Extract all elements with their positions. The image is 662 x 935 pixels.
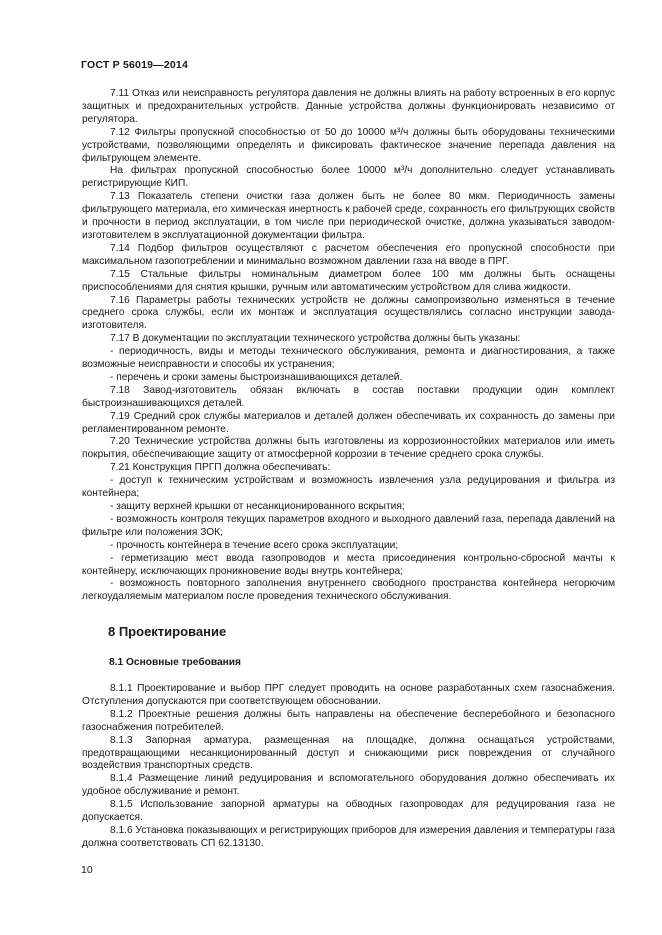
paragraph-7-14: 7.14 Подбор фильтров осуществляют с расчетом обеспечения его пропускной способности при максимальном газопотреблении и минимально возможном давлении газа на вводе в ПРГ. (82, 242, 615, 267)
paragraph-7-11: 7.11 Отказ или неисправность регулятора давления не должны влиять на работу встроенных в его корпус защитных и предохранительных устройств. Данные устройства должны функционировать независимо от регулятора. (82, 88, 615, 125)
paragraph-8-1-5: 8.1.5 Использование запорной арматуры на обводных газопроводах для редуцирования газа не допускается. (82, 799, 615, 824)
paragraph-8-1-1: 8.1.1 Проектирование и выбор ПРГ следует проводить на основе разработанных схем газоснабжения. Отступления допускаются при соответствующем обосновании. (82, 683, 615, 707)
paragraph-7-17: 7.17 В документации по эксплуатации технического устройства должны быть указаны: (110, 333, 521, 345)
paragraph-7-16: 7.16 Параметры работы технических устройств не должны самопроизвольно изменяться в течение среднего срока службы, если их монтаж и эксплуатация осуществлялись согласно инструкции завода-изготовителя. (82, 294, 615, 332)
paragraph-8-1-2: 8.1.2 Проектные решения должны быть направлены на обеспечение бесперебойного и безопасного газоснабжения потребителей. (82, 708, 615, 733)
paragraph-7-19: 7.19 Средний срок службы материалов и деталей должен обеспечивать их сохранность до замены при регламентированном ремонте. (82, 410, 615, 435)
section-8-1-text (82, 683, 615, 851)
paragraph-7-13: 7.13 Показатель степени очистки газа должен быть не более 80 мкм. Периодичность замены фильтрующего материала, его химическая инертность к рабочей среде, сохранность его фильтрующих свойств и прочности в период эксплуатации, в том числе при периодической очистке, должна указываться заводом-изготовителем в эксплуатационной документации фильтра. (82, 191, 615, 241)
section-7-text (82, 88, 615, 604)
paragraph-7-12: 7.12 Фильтры пропускной способностью от 50 до 10000 м³/ч должны быть оборудованы техническими устройствами, позволяющими определять и фиксировать фактическое значение перепада давления на фильтрующем элементе. (82, 126, 615, 164)
paragraph-7-20: 7.20 Технические устройства должны быть изготовлены из коррозионностойких материалов или иметь покрытия, обеспечивающие защиту от атмосферной коррозии в течение среднего срока службы. (82, 436, 615, 461)
paragraph-8-1-4: 8.1.4 Размещение линий редуцирования и вспомогательного оборудования должно обеспечивать их удобное обслуживание и ремонт. (82, 773, 615, 798)
paragraph-8-1-3: 8.1.3 Запорная арматура, размещенная на площадке, должна оснащаться устройствами, предотвращающими несанкционированный доступ и снижающими риск повреждения от случайного воздействия транспортных средств. (82, 734, 615, 772)
standard-header: ГОСТ Р 56019—2014 (81, 59, 189, 71)
paragraph-7-15: 7.15 Стальные фильтры номинальным диаметром более 100 мм должны быть оснащены приспособлениями для снятия крышки, ручным или автоматическим устройством для слива жидкости. (82, 268, 615, 293)
list-item: - доступ к техническим устройствам и возможность извлечения узла редуцирования и фильтра из контейнера; (82, 475, 615, 500)
list-item: - прочность контейнера в течение всего срока эксплуатации; (110, 539, 399, 551)
subsection-heading: 8.1 Основные требования (109, 657, 241, 668)
paragraph-8-1-6: 8.1.6 Установка показывающих и регистрирующих приборов для измерения давления и температуры газа должна соответствовать СП 62.13130. (82, 824, 615, 849)
list-item: - периодичность, виды и методы технического обслуживания, ремонта и диагностирования, а также возможные неисправности и способы их устранения; (82, 346, 615, 371)
paragraph-7-21: 7.21 Конструкция ПРГП должна обеспечивать: (110, 462, 331, 474)
paragraph-7-12-filters: На фильтрах пропускной способностью более 10000 м³/ч дополнительно следует устанавливать регистрирующие КИП. (82, 165, 615, 190)
list-item: - герметизацию мест ввода газопроводов и места присоединения контрольно-сбросной мачты к контейнеру, исключающих проникновение воды внутрь контейнера; (82, 552, 615, 577)
section-heading: 8 Проектирование (108, 624, 227, 639)
list-item: - возможность контроля текущих параметров входного и выходного давлений газа, перепада давлений на фильтре или положения ЗОК; (82, 513, 615, 538)
list-item: - перечень и сроки замены быстроизнашивающихся деталей. (110, 371, 403, 383)
list-item: - возможность повторного заполнения внутреннего свободного пространства контейнера негорючим легкоудаляемым материалом после проведения технического обслуживания. (82, 578, 615, 603)
paragraph-7-18: 7.18 Завод-изготовитель обязан включать в состав поставки продукции один комплект быстроизнашивающихся деталей. (82, 384, 615, 409)
page-number: 10 (81, 864, 93, 876)
list-item: - защиту верхней крышки от несанкционированного вскрытия; (110, 501, 405, 512)
